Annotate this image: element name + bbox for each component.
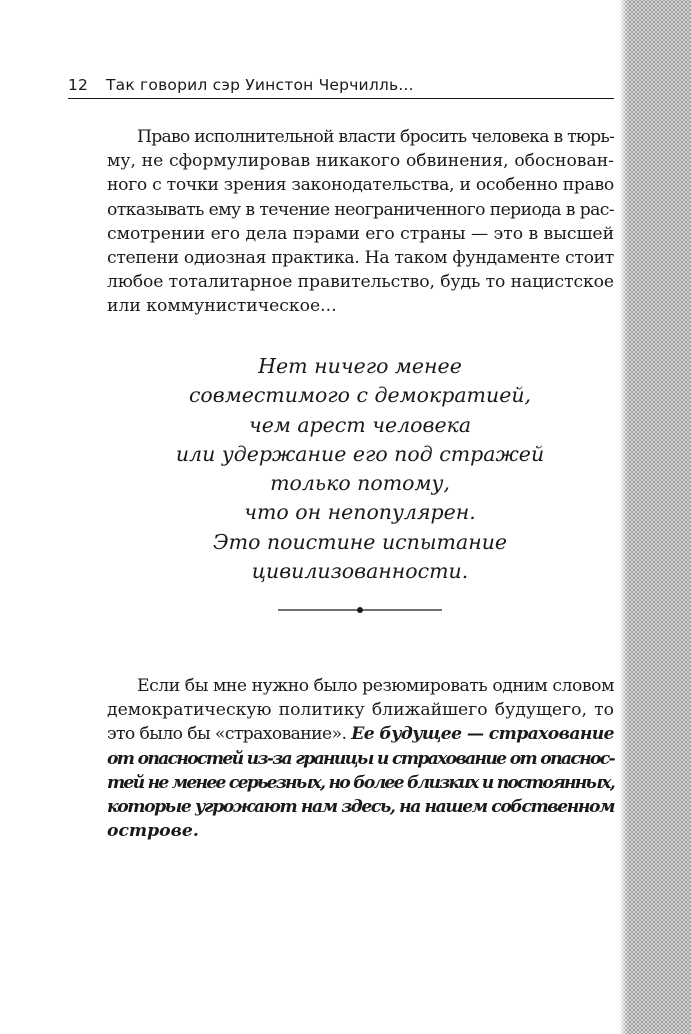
running-title: Так говорил сэр Уинстон Черчилль... — [106, 76, 414, 94]
paragraph-2-emphasis-line: острове. — [107, 821, 199, 842]
paragraph-1-line: или коммунистическое... — [107, 296, 337, 317]
page-number: 12 — [68, 76, 89, 94]
quote-line: Нет ничего менее — [258, 354, 462, 378]
paragraph-2-line-emphasis-part: Ее будущее — страхование — [351, 724, 615, 745]
paragraph-1-line: му, не сформулировав никакого обвинения, обоснован- — [107, 151, 614, 172]
header-rule — [68, 98, 614, 99]
paragraph-1-line: любое тоталитарное правительство, будь то нацистское — [107, 272, 615, 293]
paragraph-2-line: Если бы мне нужно было резюмировать одним словом — [137, 676, 614, 696]
quote-line: или удержание его под стражей — [175, 441, 545, 466]
quote-line: совместимого с демократией, — [188, 383, 532, 408]
paragraph-1-line: Право исполнительной власти бросить человека в тюрь- — [137, 127, 615, 147]
pull-quote — [120, 352, 600, 586]
paragraph-2-emphasis-line: тей не менее серьезных, но более близких и постоянных, — [107, 772, 615, 793]
paragraph-2 — [107, 674, 614, 843]
section-divider-ornament — [278, 603, 442, 617]
paragraph-1-line: отказывать ему в течение неограниченного периода в рас- — [107, 199, 615, 220]
paragraph-2-line-mixed — [107, 722, 614, 746]
paragraph-1-line: степени одиозная практика. На таком фундаменте стоит — [107, 248, 614, 269]
quote-line: Это поистине испытание — [212, 529, 508, 554]
paragraph-2-emphasis-line: которые угрожают нам здесь, на нашем собственном — [107, 797, 615, 818]
quote-line: что он непопулярен. — [244, 500, 476, 525]
divider-dot — [357, 607, 363, 613]
quote-line: чем арест человека — [248, 412, 472, 437]
paragraph-2-line-regular-part: это было бы «страхование». — [107, 724, 352, 745]
paragraph-1 — [107, 125, 614, 319]
paragraph-2-emphasis-line: от опасностей из-за границы и страхование от опаснос- — [107, 748, 614, 769]
paragraph-1-line: смотрении его дела пэрами его страны — это в высшей — [107, 223, 615, 244]
page-edge-halftone-strip — [620, 0, 691, 1034]
quote-line: только потому, — [270, 471, 450, 496]
running-head — [68, 76, 614, 100]
paragraph-2-line: демократическую политику ближайшего будущего, то — [107, 700, 614, 721]
paragraph-1-line: ного с точки зрения законодательства, и особенно право — [107, 175, 614, 196]
quote-line: цивилизованности. — [251, 559, 469, 584]
